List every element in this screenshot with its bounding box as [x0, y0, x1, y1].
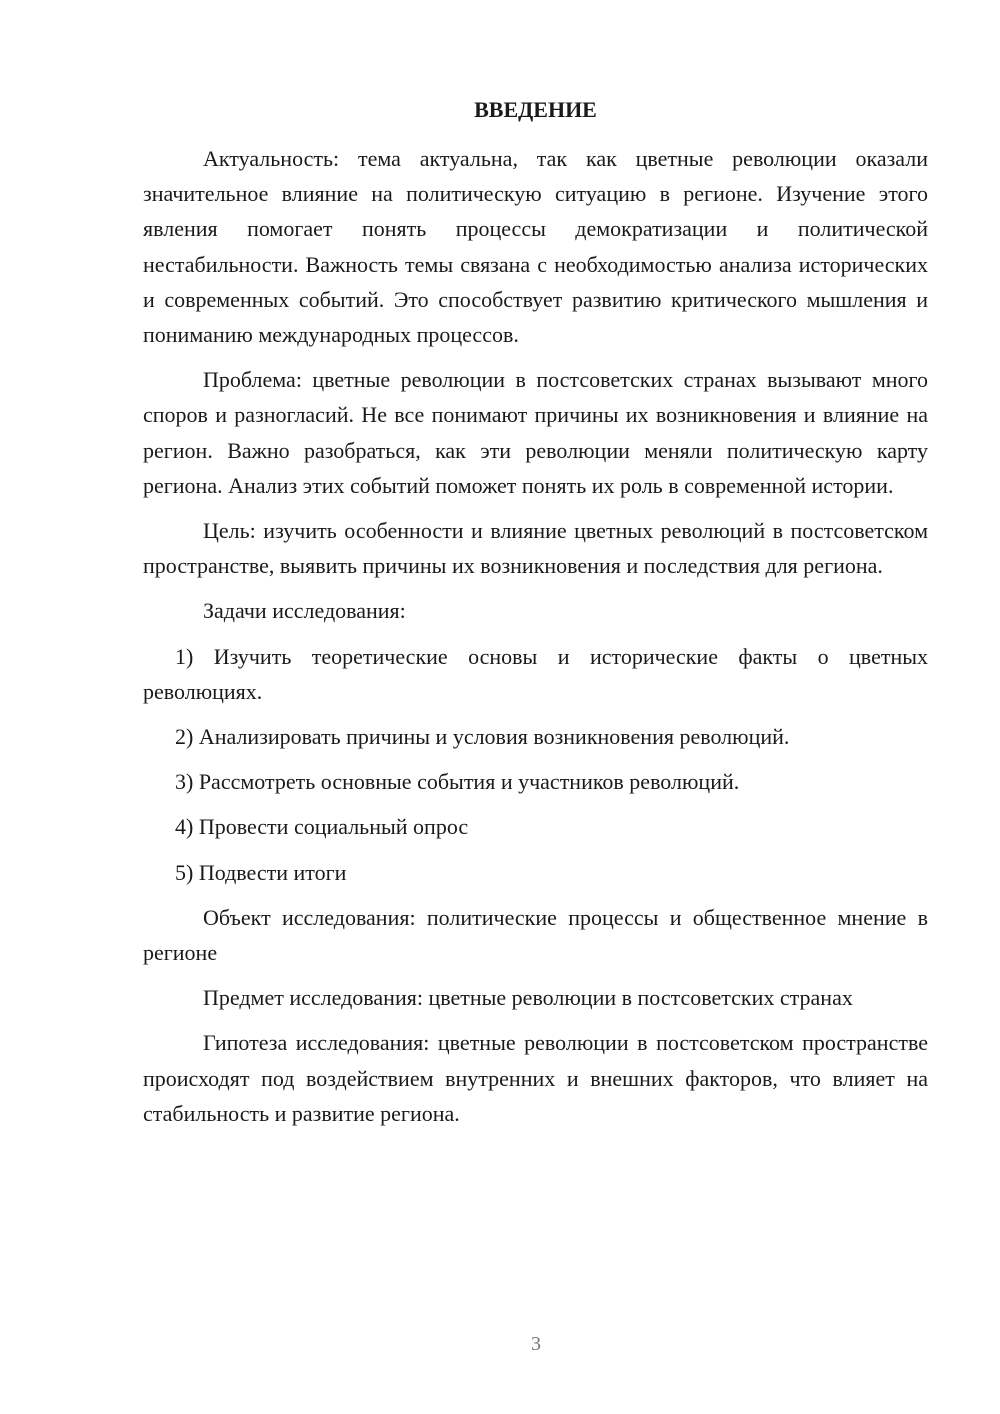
task-item: 3) Рассмотреть основные события и участников революций. [175, 769, 740, 795]
document-page [143, 95, 928, 1141]
paragraph-object: Объект исследования: политические процессы и общественное мнение в регионе [143, 904, 928, 966]
task-item: 1) Изучить теоретические основы и исторические факты о цветных революциях. [143, 643, 928, 704]
paragraph-relevance: Актуальность: тема актуальна, так как цветные революции оказали значительное влияние на политическую ситуацию в регионе. Изучение этого явления помогает понять процессы демократизации и политической нестабильности. Важность темы связана с необходимостью анализа исторических и современных событий. Это способствует развитию критического мышления и пониманию международных процессов. [143, 146, 928, 348]
paragraph-problem: Проблема: цветные революции в постсоветских странах вызывают много споров и разногласий. Не все понимают причины их возникновения и влияние на регион. Важно разобраться, как эти революции меняли политическую карту региона. Анализ этих событий поможет понять их роль в современной истории. [143, 367, 928, 498]
task-item: 4) Провести социальный опрос [175, 814, 469, 840]
task-item: 5) Подвести итоги [175, 859, 347, 885]
paragraph-subject: Предмет исследования: цветные революции в постсоветских странах [203, 985, 853, 1011]
paragraph-goal: Цель: изучить особенности и влияние цветных революций в постсоветском пространстве, выявить причины их возникновения и последствия для региона. [143, 518, 928, 579]
page-number: 3 [531, 1333, 541, 1355]
task-item: 2) Анализировать причины и условия возникновения революций. [175, 724, 790, 750]
paragraph-hypothesis: Гипотеза исследования: цветные революции в постсоветском пространстве происходят под воздействием внутренних и внешних факторов, что влияет на стабильность и развитие региона. [143, 1030, 928, 1126]
document-title: ВВЕДЕНИЕ [474, 97, 597, 122]
paragraph-tasks-heading: Задачи исследования: [203, 598, 406, 624]
